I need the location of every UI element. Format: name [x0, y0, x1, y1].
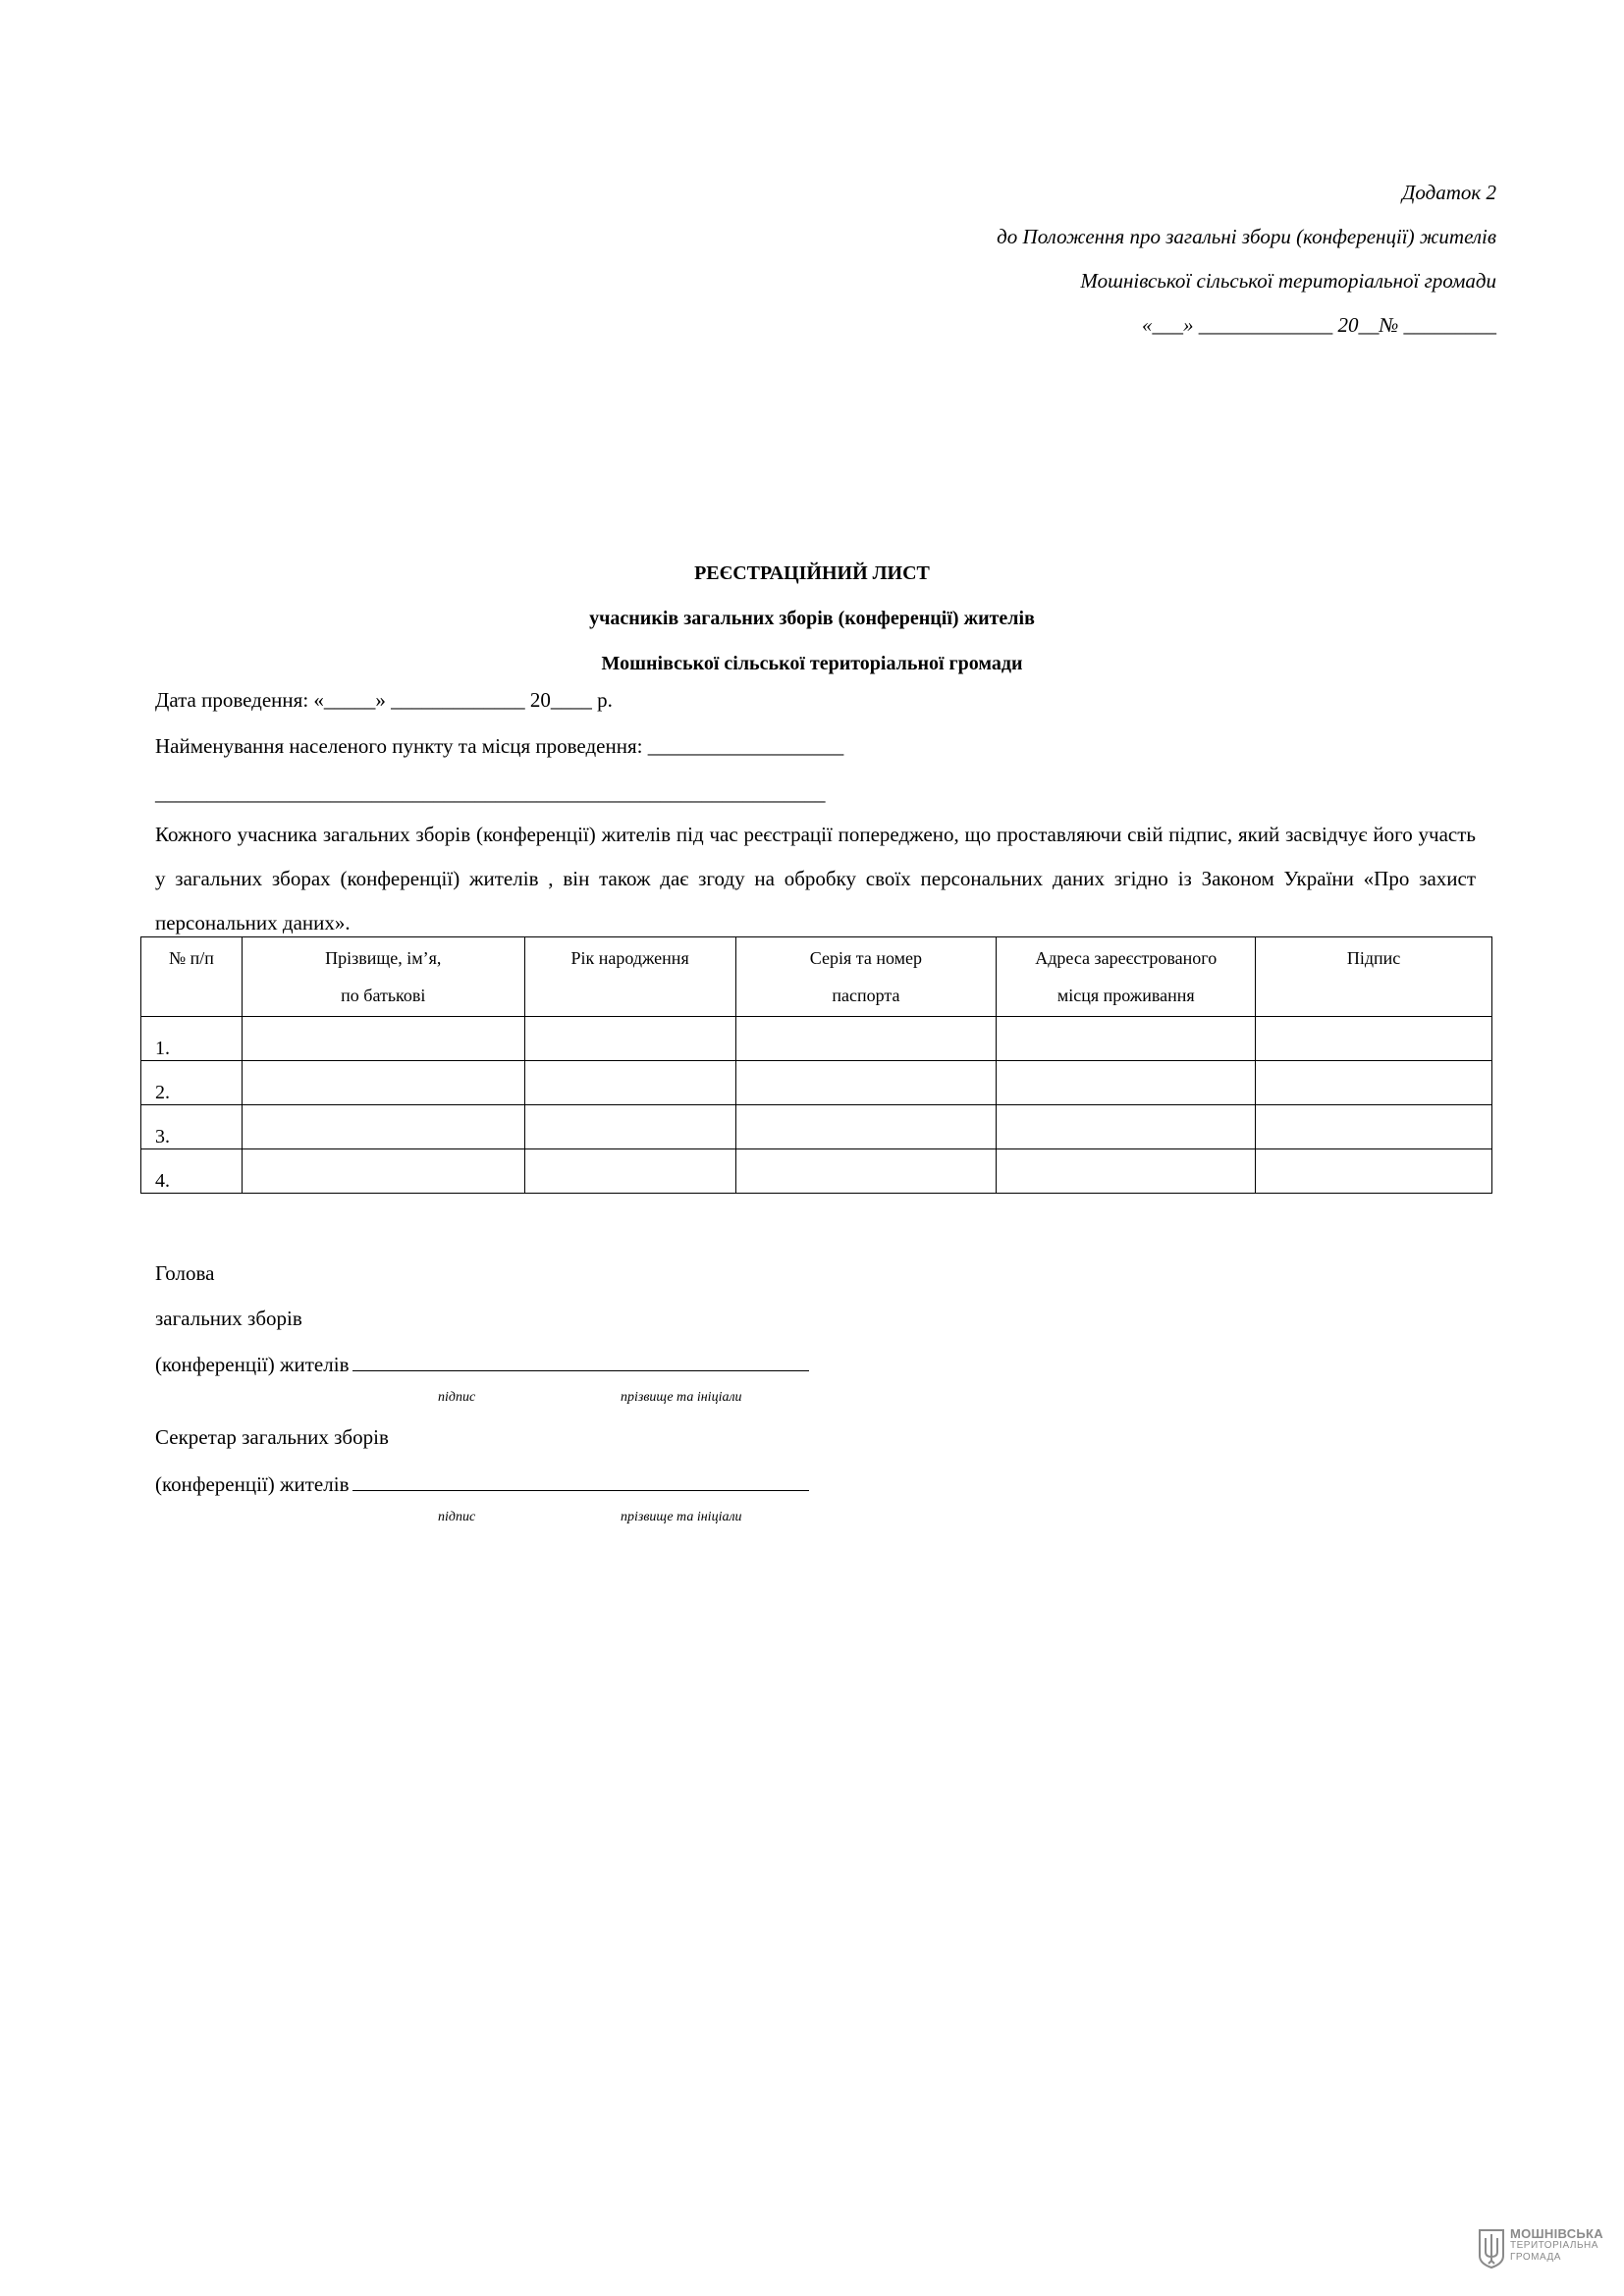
trident-icon: [1477, 2228, 1506, 2269]
place-field-continuation: _________________________________________________________________: [155, 781, 826, 805]
cell-passport[interactable]: [735, 1105, 997, 1149]
row-number: 4.: [141, 1149, 243, 1194]
cell-birth-year[interactable]: [524, 1061, 735, 1105]
cell-birth-year[interactable]: [524, 1149, 735, 1194]
header-birth-year: [524, 937, 735, 1017]
date-field: Дата проведення: «_____» _____________ 20____ р.: [155, 688, 613, 712]
cell-passport[interactable]: [735, 1149, 997, 1194]
chair-caption-name: прізвище та ініціали: [621, 1390, 742, 1405]
cell-address[interactable]: [997, 1105, 1256, 1149]
cell-full-name[interactable]: [242, 1061, 524, 1105]
appendix-community: Мошнівської сільської територіальної громади: [1080, 269, 1496, 293]
logo-line1: МОШНІВСЬКА: [1510, 2226, 1603, 2241]
title-community: Мошнівської сільської територіальної громади: [601, 653, 1023, 674]
secretary-title-line1: Секретар загальних зборів: [155, 1425, 389, 1449]
cell-birth-year[interactable]: [524, 1017, 735, 1061]
cell-full-name[interactable]: [242, 1105, 524, 1149]
chair-title-line2: загальних зборів: [155, 1307, 302, 1330]
header-full-name: [242, 937, 524, 1017]
secretary-caption-name: прізвище та ініціали: [621, 1510, 742, 1524]
document-title: [0, 551, 1624, 686]
chair-title-line1: Голова: [155, 1261, 215, 1285]
header-number: [141, 937, 243, 1017]
row-number: 3.: [141, 1105, 243, 1149]
row-number: 2.: [141, 1061, 243, 1105]
header-address-line1: Адреса зареєстрованого: [1035, 948, 1218, 968]
row-number: 1.: [141, 1017, 243, 1061]
consent-notice: Кожного учасника загальних зборів (конференції) жителів під час реєстрації попереджено, що проставляючи свій підпис, який засвідчує його участь у загальних зборах (конференції) жителів , він також дає згоду на обробку своїх персональних даних згідно із Законом України «Про захист персональних даних».: [155, 823, 1476, 934]
table-row: [141, 1105, 1492, 1149]
chair-signature-line: [155, 1349, 809, 1379]
cell-passport[interactable]: [735, 1017, 997, 1061]
cell-signature[interactable]: [1256, 1017, 1492, 1061]
appendix-reference: до Положення про загальні збори (конференції) жителів: [997, 225, 1496, 248]
header-address: [997, 937, 1256, 1017]
table-row: [141, 1017, 1492, 1061]
cell-signature[interactable]: [1256, 1105, 1492, 1149]
table-header-row: [141, 937, 1492, 1017]
secretary-signature-field[interactable]: [352, 1468, 809, 1491]
chair-caption-signature: підпис: [438, 1390, 476, 1405]
community-logo: [1477, 2226, 1614, 2275]
secretary-title-line2: (конференції) жителів: [155, 1472, 350, 1496]
secretary-signature-line: [155, 1468, 809, 1499]
registration-table: [140, 936, 1492, 1194]
cell-full-name[interactable]: [242, 1149, 524, 1194]
header-passport-line2: паспорта: [832, 986, 900, 1005]
table-row: [141, 1061, 1492, 1105]
header-number-label: № п/п: [168, 948, 214, 968]
header-birth-year-label: Рік народження: [570, 948, 689, 968]
cell-signature[interactable]: [1256, 1149, 1492, 1194]
cell-full-name[interactable]: [242, 1017, 524, 1061]
cell-address[interactable]: [997, 1149, 1256, 1194]
secretary-caption-signature: підпис: [438, 1510, 476, 1524]
chair-signature-field[interactable]: [352, 1349, 809, 1371]
cell-signature[interactable]: [1256, 1061, 1492, 1105]
cell-address[interactable]: [997, 1061, 1256, 1105]
table-row: [141, 1149, 1492, 1194]
header-signature: [1256, 937, 1492, 1017]
header-full-name-line2: по батькові: [341, 986, 426, 1005]
cell-birth-year[interactable]: [524, 1105, 735, 1149]
title-subtitle: учасників загальних зборів (конференції) жителів: [589, 608, 1035, 629]
logo-line3: ГРОМАДА: [1510, 2252, 1561, 2263]
chair-title-line3: (конференції) жителів: [155, 1353, 350, 1376]
place-field: Найменування населеного пункту та місця проведення: ___________________: [155, 734, 844, 758]
header-passport: [735, 937, 997, 1017]
title-main: РЕЄСТРАЦІЙНИЙ ЛИСТ: [694, 562, 930, 584]
header-passport-line1: Серія та номер: [809, 948, 923, 968]
cell-passport[interactable]: [735, 1061, 997, 1105]
appendix-date-number: «___» _____________ 20__№ _________: [1141, 313, 1496, 337]
appendix-header: [997, 171, 1496, 347]
header-address-line2: місця проживання: [1056, 986, 1195, 1005]
logo-line2: ТЕРИТОРІАЛЬНА: [1510, 2240, 1598, 2251]
header-signature-label: Підпис: [1346, 948, 1401, 968]
appendix-number: Додаток 2: [1402, 181, 1496, 204]
header-full-name-line1: Прізвище, ім’я,: [325, 948, 442, 968]
cell-address[interactable]: [997, 1017, 1256, 1061]
